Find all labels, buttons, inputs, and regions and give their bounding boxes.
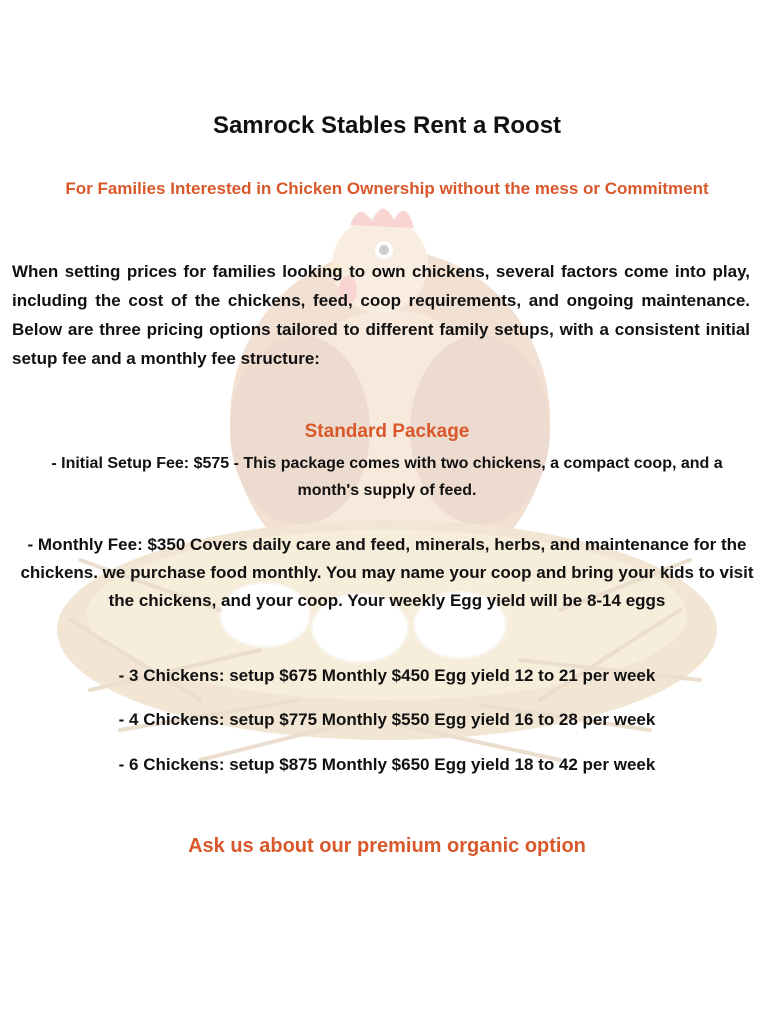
intro-paragraph: When setting prices for families looking to own chickens, several factors come into play, including the cost of the chickens, feed, coop requirements, and ongoing maintenance. Below are three pricing options tailored to different family setups, with a consistent initial setup fee and a monthly fee structure: (12, 262, 750, 368)
premium-option-callout: Ask us about our premium organic option (188, 835, 586, 857)
option-3-chickens: - 3 Chickens: setup $675 Monthly $450 Egg yield 12 to 21 per week (118, 666, 656, 685)
package-heading: Standard Package (304, 421, 470, 442)
subtitle: For Families Interested in Chicken Ownership without the mess or Commitment (65, 179, 709, 198)
package-setup-fee: - Initial Setup Fee: $575 - This package comes with two chickens, a compact coop, and a month's supply of feed. (51, 455, 723, 499)
package-monthly-fee: - Monthly Fee: $350 Covers daily care and feed, minerals, herbs, and maintenance for the chickens. we purchase food monthly. You may name your coop and bring your kids to visit the chickens, and your coop. Your weekly Egg yield will be 8-14 eggs (20, 535, 754, 610)
page-title: Samrock Stables Rent a Roost (212, 112, 562, 139)
option-6-chickens: - 6 Chickens: setup $875 Monthly $650 Egg yield 18 to 42 per week (118, 755, 656, 774)
option-4-chickens: - 4 Chickens: setup $775 Monthly $550 Egg yield 16 to 28 per week (118, 710, 656, 729)
